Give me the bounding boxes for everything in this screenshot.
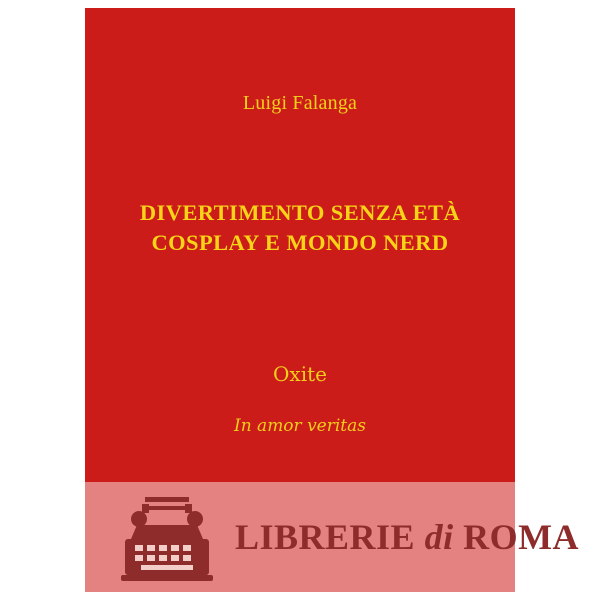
cover-tagline: In amor veritas: [233, 416, 366, 436]
cover-author: Luigi Falanga: [242, 92, 358, 114]
watermark-word-librerie: LIBRERIE: [235, 517, 416, 557]
watermark-word-di: di: [424, 517, 454, 557]
librerie-di-roma-watermark: [85, 482, 600, 592]
cover-title-line-1: DIVERTIMENTO SENZA ETÀ: [139, 200, 461, 225]
watermark-text: [235, 516, 579, 558]
typewriter-icon: [115, 495, 219, 583]
cover-title: [85, 198, 515, 257]
cover-publisher: Oxite: [273, 362, 327, 386]
cover-title-line-2: COSPLAY E MONDO NERD: [151, 229, 449, 255]
watermark-left-margin: [0, 482, 85, 592]
watermark-word-roma: ROMA: [463, 517, 580, 557]
